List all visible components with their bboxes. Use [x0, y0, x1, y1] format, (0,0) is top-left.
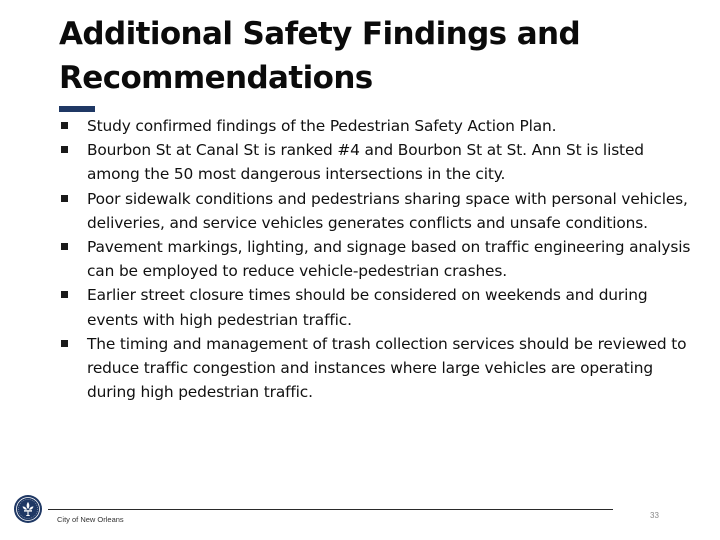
- bullet-text: Poor sidewalk conditions and pedestrians sharing space with personal vehicles, deliveries, and service vehicles generates conflicts and unsafe conditions.: [87, 189, 688, 232]
- footer-organization: City of New Orleans: [57, 515, 124, 524]
- square-bullet-icon: [61, 122, 68, 129]
- city-seal-icon: [13, 494, 43, 524]
- bullet-item: [60, 283, 700, 331]
- page-number: 33: [650, 511, 659, 520]
- bullet-item: [60, 235, 700, 283]
- bullet-text: Bourbon St at Canal St is ranked #4 and Bourbon St at St. Ann St is listed among the 50 most dangerous intersections in the city.: [87, 141, 644, 184]
- bullet-item: [60, 138, 700, 186]
- bullet-text: The timing and management of trash collection services should be reviewed to reduce traffic congestion and instances where large vehicles are operating during high pedestrian traffic.: [87, 334, 687, 402]
- bullet-text: Study confirmed findings of the Pedestrian Safety Action Plan.: [87, 117, 557, 135]
- bullet-item: [60, 332, 700, 405]
- bullet-text: Pavement markings, lighting, and signage based on traffic engineering analysis can be employed to reduce vehicle-pedestrian crashes.: [87, 238, 691, 281]
- bullet-item: [60, 187, 700, 235]
- slide-title: Additional Safety Findings and Recommendations: [59, 16, 581, 96]
- square-bullet-icon: [61, 243, 68, 250]
- square-bullet-icon: [61, 291, 68, 298]
- square-bullet-icon: [61, 146, 68, 153]
- square-bullet-icon: [61, 195, 68, 202]
- title-accent-bar: [59, 106, 95, 112]
- bullet-item: [60, 114, 700, 138]
- bullet-list: [60, 114, 700, 404]
- footer-divider: [48, 509, 613, 510]
- square-bullet-icon: [61, 340, 68, 347]
- bullet-text: Earlier street closure times should be considered on weekends and during events with high pedestrian traffic.: [87, 286, 648, 329]
